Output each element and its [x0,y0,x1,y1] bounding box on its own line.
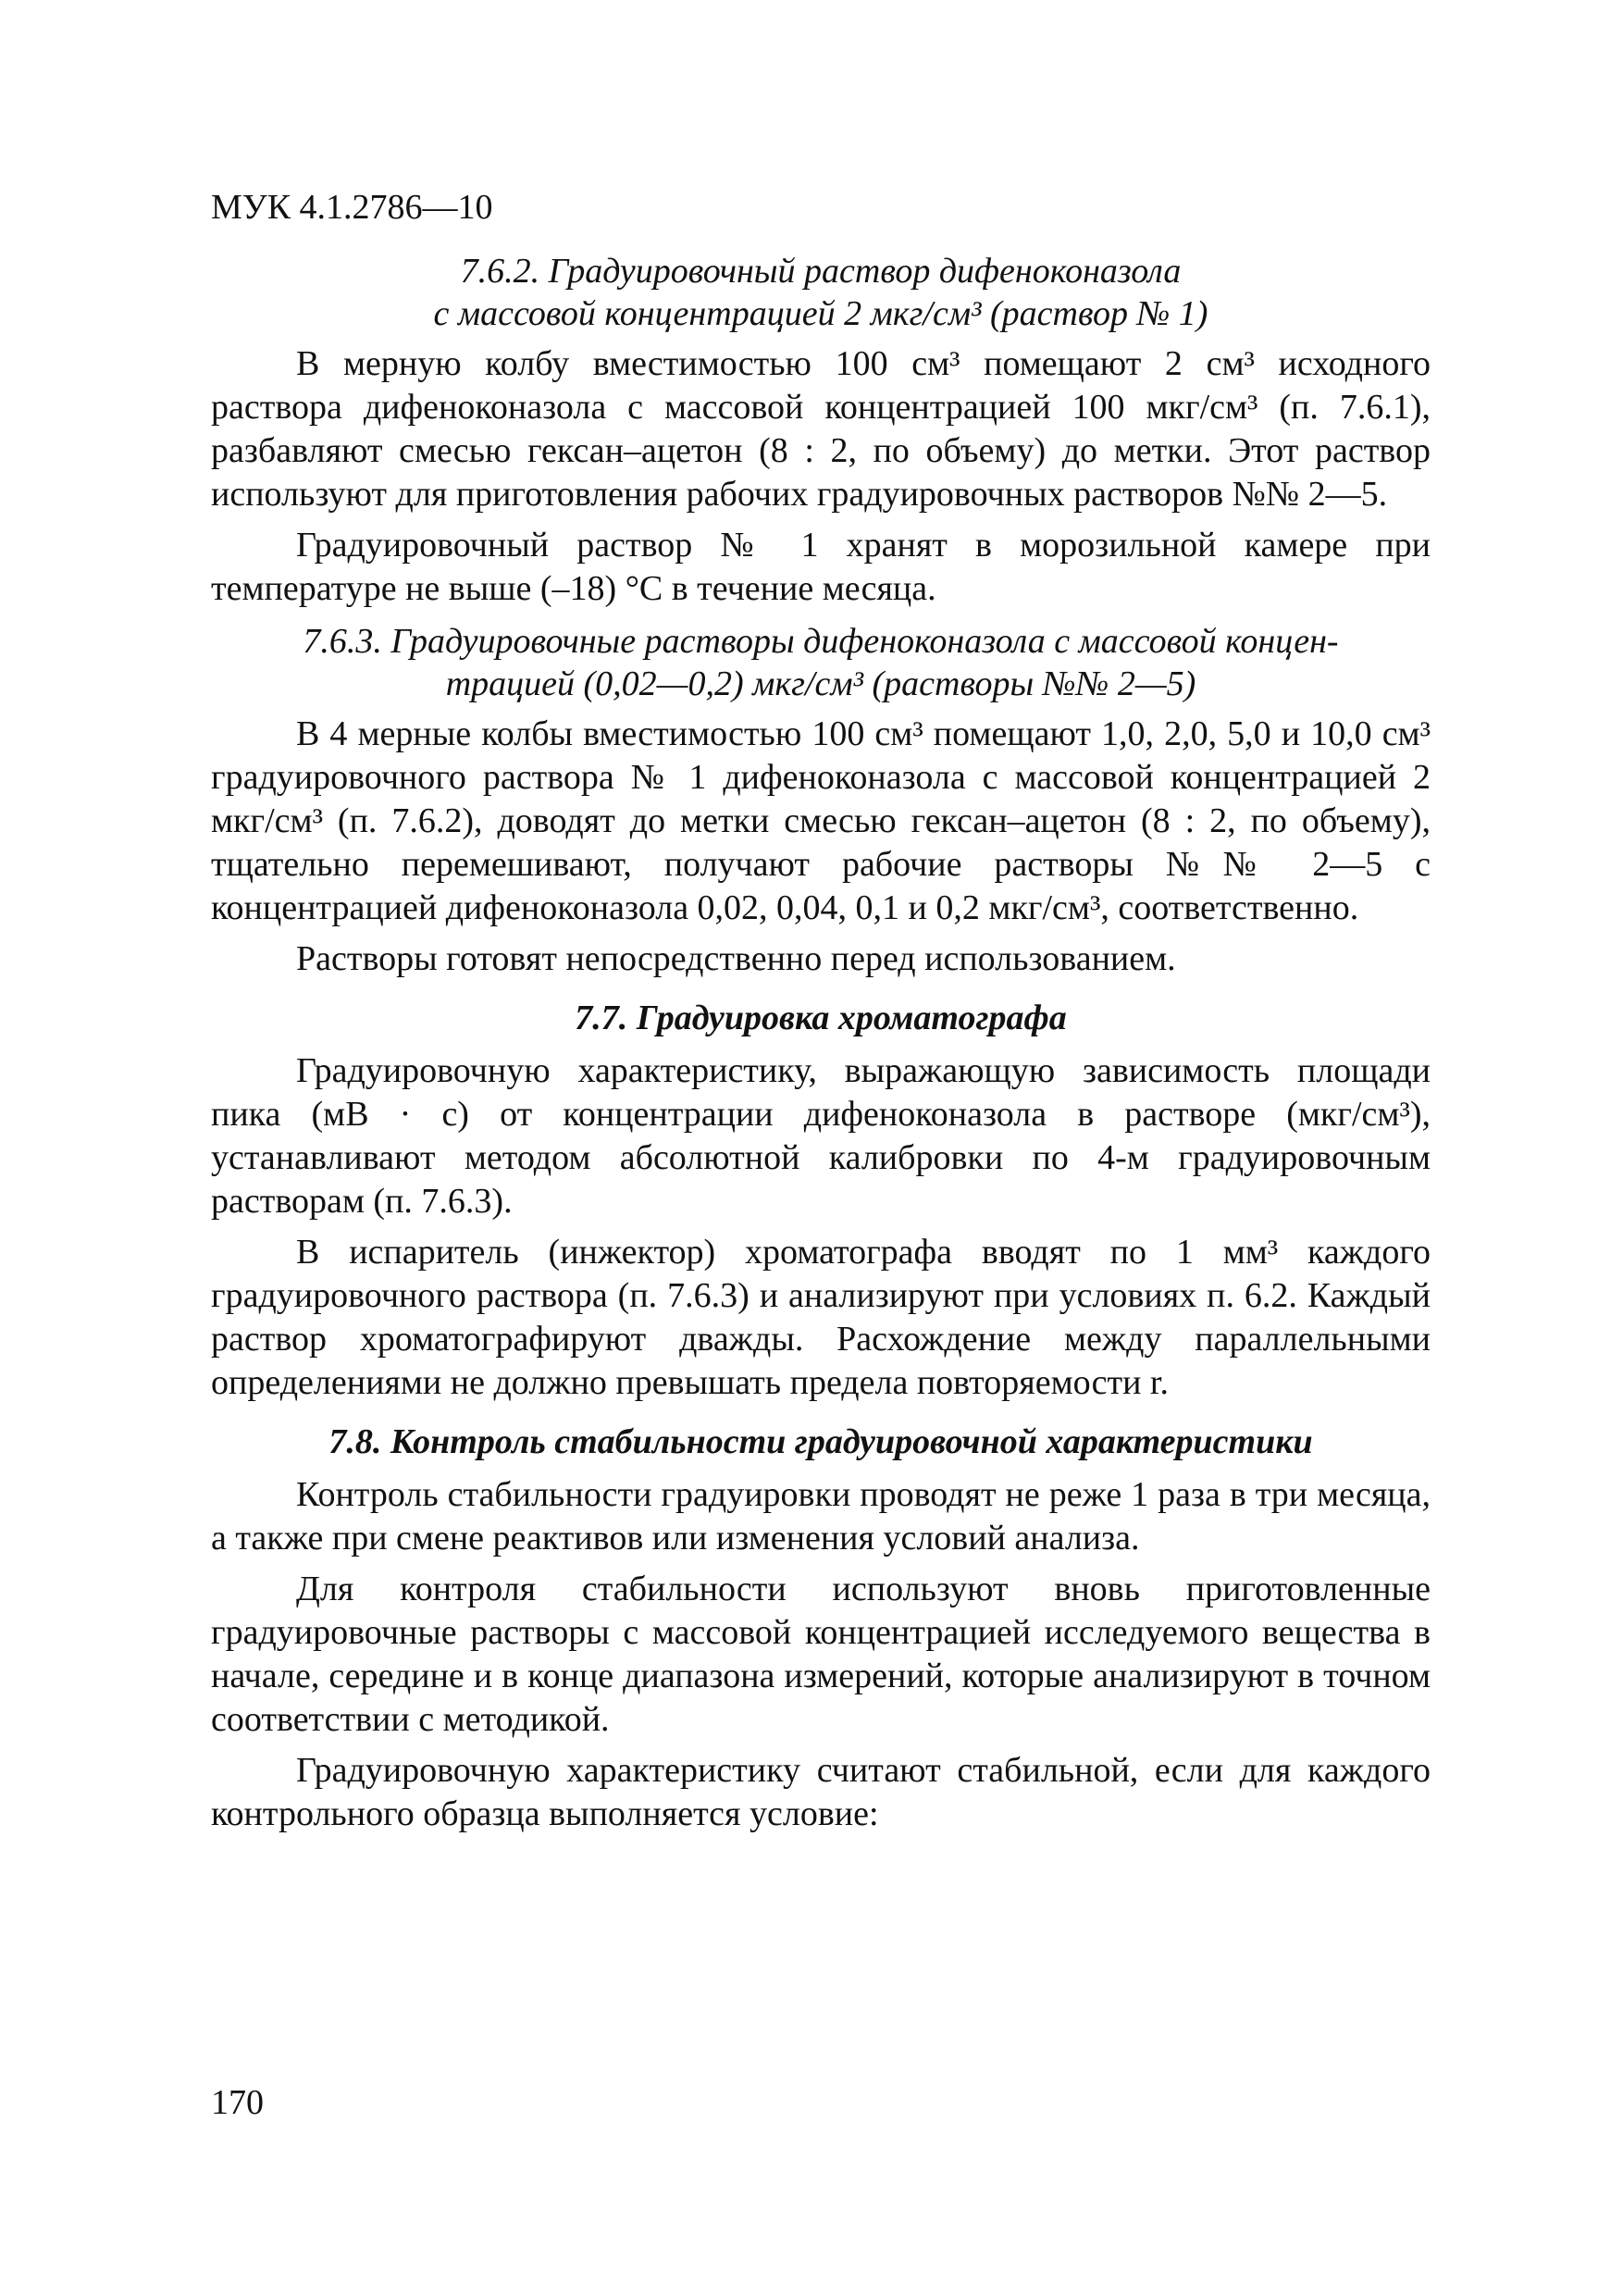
section-7-8-heading: 7.8. Контроль стабильности градуировочной характеристики [328,1422,1313,1461]
paragraph: В мерную колбу вместимостью 100 см³ помещают 2 см³ исходного раствора дифеноконазола с массовой концентрацией 100 мкг/см³ (п. 7.6.1), разбавляют смесью гексан–ацетон (8 : 2, по объему) до метки. Этот раствор используют для приготовления рабочих градуировочных растворов №№ 2—5. [211,344,1431,514]
document-page [211,185,1431,1843]
paragraph: Для контроля стабильности используют вновь приготовленные градуировочные растворы с массовой концентрацией исследуемого вещества в начале, середине и в конце диапазона измерений, которые анализируют в точном соответствии с методикой. [211,1570,1431,1739]
section-7-6-3-heading [211,620,1431,705]
running-head: МУК 4.1.2786—10 [211,188,493,227]
heading-line: 7.6.2. Градуировочный раствор дифеноконазола [460,252,1182,291]
section-7-7-heading: 7.7. Градуировка хроматографа [575,999,1067,1037]
heading-line: трацией (0,02—0,2) мкг/см³ (растворы №№ 2—5) [445,664,1196,703]
paragraph: В испаритель (инжектор) хроматографа вводят по 1 мм³ каждого градуировочного раствора (п. 7.6.3) и анализируют при условиях п. 6.2. Каждый раствор хроматографируют дважды. Расхождение между параллельными определениями не должно превышать предела повторяемости r. [211,1233,1431,1402]
paragraph: Градуировочную характеристику, выражающую зависимость площади пика (мВ · с) от концентрации дифеноконазола в растворе (мкг/см³), устанавливают методом абсолютной калибровки по 4-м градуировочным растворам (п. 7.6.3). [211,1051,1431,1221]
paragraph: Контроль стабильности градуировки проводят не реже 1 раза в три месяца, а также при смене реактивов или изменения условий анализа. [211,1475,1431,1558]
paragraph: Растворы готовят непосредственно перед использованием. [296,939,1176,978]
paragraph: В 4 мерные колбы вместимостью 100 см³ помещают 1,0, 2,0, 5,0 и 10,0 см³ градуировочного раствора № 1 дифеноконазола с массовой концентрацией 2 мкг/см³ (п. 7.6.2), доводят до метки смесью гексан–ацетон (8 : 2, по объему), тщательно перемешивают, получают рабочие растворы №№ 2—5 с концентрацией дифеноконазола 0,02, 0,04, 0,1 и 0,2 мкг/см³, соответственно. [211,714,1431,927]
page-number: 170 [211,2083,264,2122]
heading-line: с массовой концентрацией 2 мкг/см³ (раствор № 1) [433,294,1208,333]
heading-line: 7.6.3. Градуировочные растворы дифеноконазола с массовой концен- [303,622,1339,661]
section-7-6-2-heading [211,250,1431,335]
paragraph: Градуировочный раствор № 1 хранят в морозильной камере при температуре не выше (–18) °С в течение месяца. [211,526,1431,608]
paragraph: Градуировочную характеристику считают стабильной, если для каждого контрольного образца выполняется условие: [211,1751,1431,1833]
